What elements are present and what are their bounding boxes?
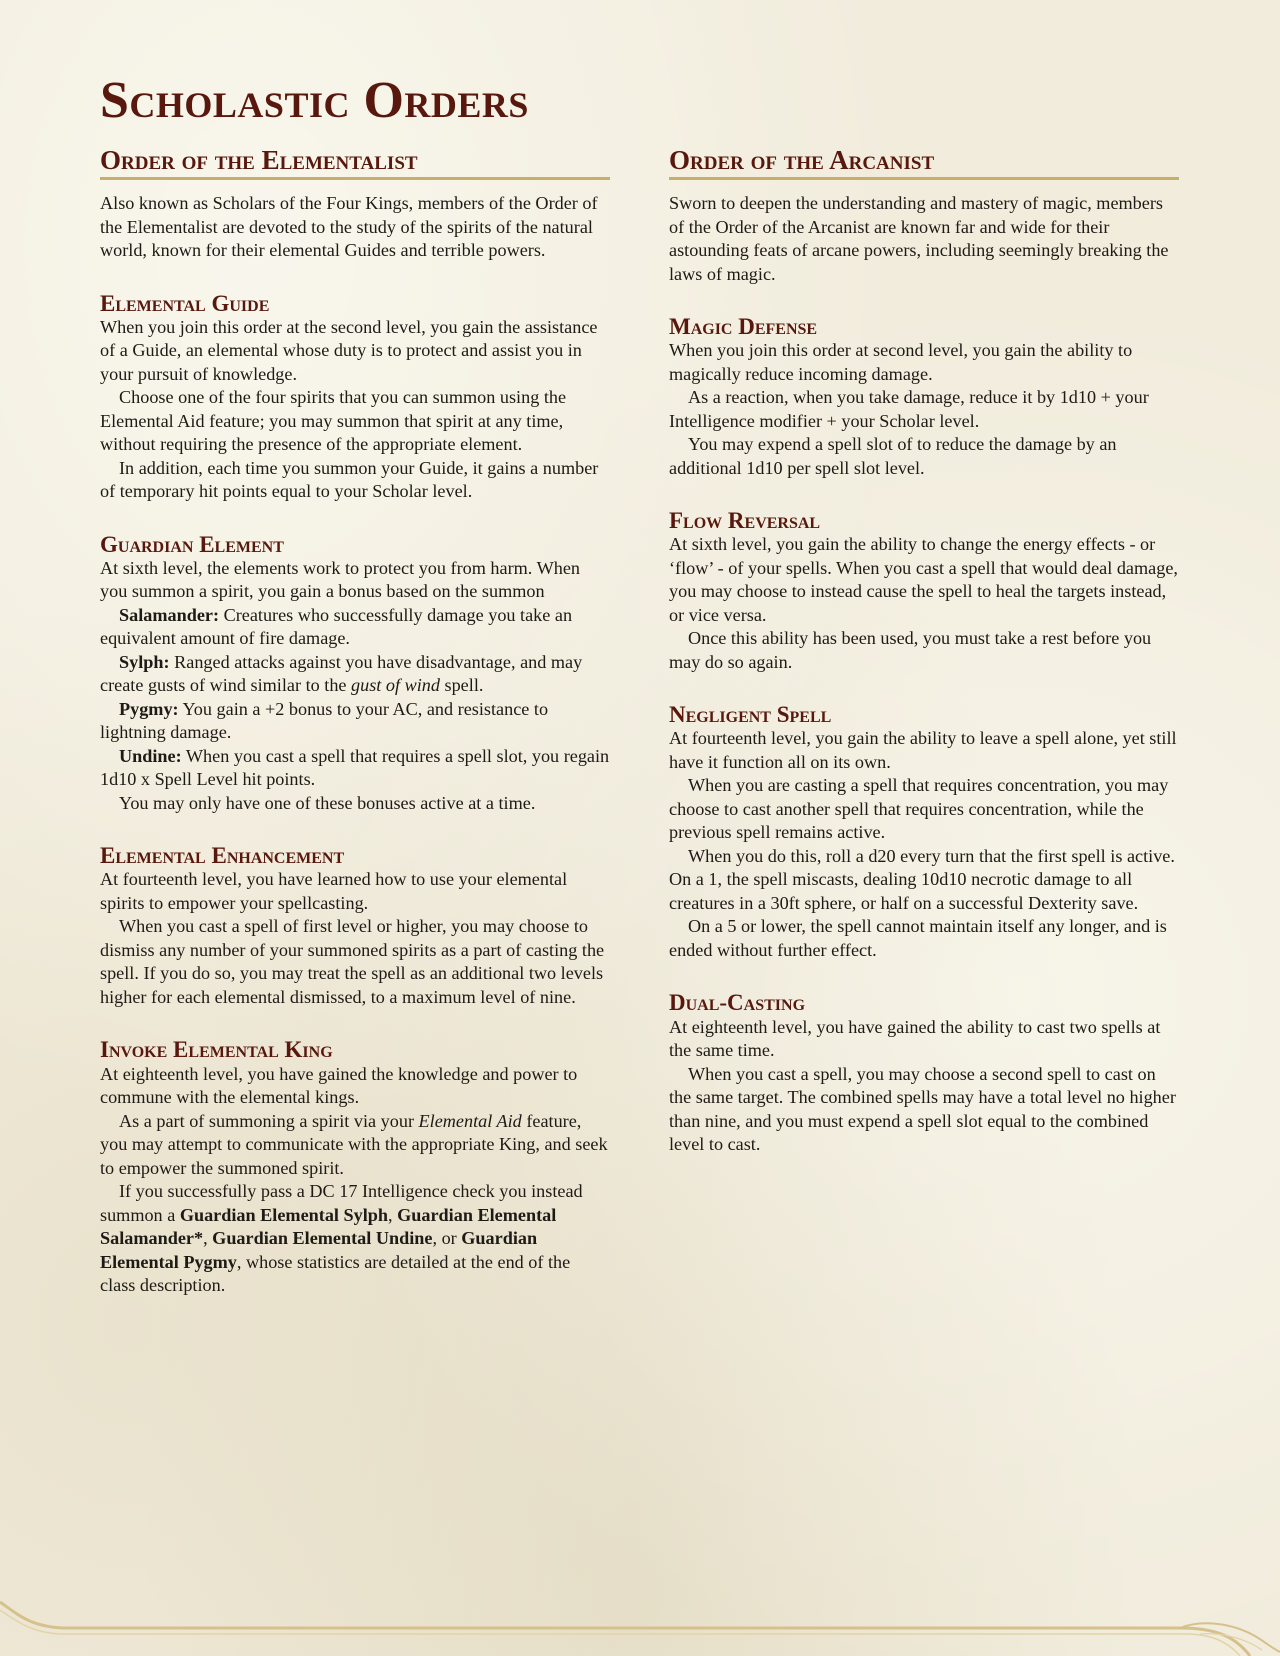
section-flow-reversal (669, 509, 1179, 674)
text-run: If you successfully pass a DC 17 Intelligence check you instead summon a (100, 1181, 583, 1225)
order-title-elementalist: Order of the Elementalist (100, 145, 610, 180)
paragraph: When you cast a spell of first level or higher, you may choose to dismiss any number of your summoned spirits as a part of casting the spell. If you do so, you may treat the spell as an additional two levels higher for each elemental dismissed, to a maximum level of nine. (100, 916, 605, 1007)
section-guardian-element (100, 533, 610, 816)
text-run: , (203, 1228, 213, 1249)
paragraph: At sixth level, you gain the ability to change the energy effects - or ‘flow’ - of your spells. When you cast a spell that would deal damage, you may choose to instead cause the spell to heal the targets instead, or vice versa. (669, 534, 1178, 625)
arcanist-intro: Sworn to deepen the understanding and mastery of magic, members of the Order of the Arcanist are known far and wide for their astounding feats of arcane powers, including seemingly breaking the laws of magic. (669, 193, 1169, 284)
paragraph: When you join this order at the second level, you gain the assistance of a Guide, an elemental whose duty is to protect and assist you in your pursuit of knowledge. (100, 316, 598, 384)
section-elemental-guide (100, 292, 610, 504)
feature-name: Elemental Aid (418, 1110, 522, 1131)
paragraph: When you do this, roll a d20 every turn that the first spell is active. On a 1, the spell miscasts, dealing 10d10 necrotic damage to all creatures in a 30ft sphere, or half on a successful Dexterity save. (669, 845, 1175, 913)
left-column (100, 145, 610, 1327)
paragraph (100, 1110, 610, 1181)
paragraph (100, 1180, 610, 1298)
right-column (669, 145, 1179, 1186)
pygmy-bonus (100, 698, 610, 745)
text-run: , whose statistics are detailed at the end of the class description. (100, 1251, 571, 1296)
feature-title-negligent-spell: Negligent Spell (669, 702, 832, 728)
paragraph: When you are casting a spell that requires concentration, you may choose to cast another spell that requires concentration, while the previous spell remains active. (669, 775, 1169, 843)
paragraph: At eighteenth level, you have gained the ability to cast two spells at the same time. (669, 1016, 1161, 1061)
creature-name: Guardian Elemental Pygmy (100, 1228, 538, 1272)
feature-title-magic-defense: Magic Defense (669, 314, 818, 340)
sylph-text-end: spell. (439, 675, 484, 696)
sylph-spell-name: gust of wind (351, 675, 440, 696)
feature-title-invoke-elemental-king: Invoke Elemental King (100, 1037, 333, 1063)
elementalist-intro: Also known as Scholars of the Four Kings, members of the Order of the Elementalist are devoted to the study of the spirits of the natural world, known for their elemental Guides and terrible powers. (100, 193, 598, 261)
paragraph: In addition, each time you summon your Guide, it gains a number of temporary hit points equal to your Scholar level. (100, 457, 599, 502)
sylph-bonus (100, 651, 610, 698)
feature-title-elemental-guide: Elemental Guide (100, 290, 270, 316)
text-run: , (388, 1204, 398, 1225)
salamander-text: Creatures who successfully damage you take an equivalent amount of fire damage. (100, 604, 573, 649)
paragraph: Choose one of the four spirits that you can summon using the Elemental Aid feature; you may summon that spirit at any time, without requiring the presence of the appropriate element. (100, 387, 567, 455)
paragraph: When you join this order at second level, you gain the ability to magically reduce incoming damage. (669, 340, 1133, 384)
section-magic-defense (669, 315, 1179, 480)
pygmy-label: Pygmy: (119, 698, 179, 719)
creature-name: Guardian Elemental Sylph (179, 1204, 389, 1225)
paragraph: You may only have one of these bonuses active at a time. (119, 792, 536, 813)
section-negligent-spell (669, 703, 1179, 962)
section-invoke-elemental-king (100, 1038, 610, 1297)
text-run: , or (432, 1228, 462, 1249)
feature-title-dual-casting: Dual-Casting (669, 990, 806, 1016)
paragraph: At sixth level, the elements work to protect you from harm. When you summon a spirit, you gain a bonus based on the summon (100, 557, 580, 602)
paragraph: You may expend a spell slot of to reduce the damage by an additional 1d10 per spell slot level. (669, 434, 1117, 478)
feature-title-elemental-enhancement: Elemental Enhancement (100, 843, 345, 869)
creature-name: Guardian Elemental Salamander* (100, 1204, 557, 1249)
paragraph: At eighteenth level, you have gained the knowledge and power to commune with the elemental kings. (100, 1063, 578, 1108)
feature-title-guardian-element: Guardian Element (100, 531, 284, 557)
paragraph: On a 5 or lower, the spell cannot maintain itself any longer, and is ended without further effect. (669, 916, 1167, 960)
sylph-text: Ranged attacks against you have disadvantage, and may create gusts of wind similar to the (100, 651, 583, 696)
undine-bonus (100, 745, 610, 792)
section-dual-casting (669, 991, 1179, 1156)
salamander-bonus (100, 604, 610, 651)
text-run: feature, you may attempt to communicate with the appropriate King, and seek to empower the summoned spirit. (100, 1110, 608, 1178)
paragraph: As a reaction, when you take damage, reduce it by 1d10 + your Intelligence modifier + your Scholar level. (669, 387, 1149, 431)
paragraph: At fourteenth level, you gain the ability to leave a spell alone, yet still have it function all on its own. (669, 728, 1177, 772)
section-elemental-enhancement (100, 844, 610, 1009)
pygmy-text: You gain a +2 bonus to your AC, and resistance to lightning damage. (100, 698, 549, 743)
page-title: Scholastic Orders (100, 72, 529, 129)
feature-title-flow-reversal: Flow Reversal (669, 508, 821, 534)
text-run: As a part of summoning a spirit via your (119, 1110, 419, 1131)
sylph-label: Sylph: (119, 651, 170, 672)
paragraph: At fourteenth level, you have learned how to use your elemental spirits to empower your spellcasting. (100, 869, 568, 913)
undine-text: When you cast a spell that requires a spell slot, you regain 1d10 x Spell Level hit points. (100, 745, 610, 790)
undine-label: Undine: (119, 745, 182, 766)
salamander-label: Salamander: (119, 604, 220, 625)
creature-name: Guardian Elemental Undine (212, 1228, 433, 1249)
paragraph: When you cast a spell, you may choose a second spell to cast on the same target. The combined spells may have a total level no higher than nine, and you must expend a spell slot equal to the combined level to cast. (669, 1063, 1176, 1155)
paragraph: Once this ability has been used, you must take a rest before you may do so again. (669, 628, 1152, 672)
order-title-arcanist: Order of the Arcanist (669, 145, 1179, 180)
footer-frame-ornament (0, 1576, 1280, 1656)
